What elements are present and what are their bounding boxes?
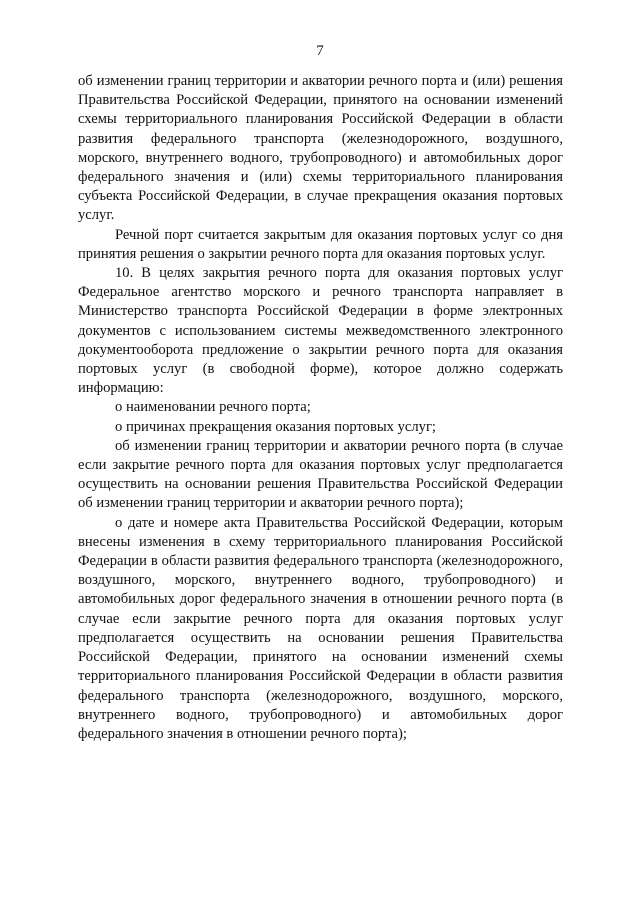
page-body <box>78 72 563 744</box>
paragraph-port-closed: Речной порт считается закрытым для оказания портовых услуг со дня принятия решения о закрытии речного порта для оказания портовых услуг. <box>78 226 563 262</box>
paragraph-boundary-change: об изменении границ территории и акватории речного порта (в случае если закрытие речного порта для оказания портовых услуг предполагается осуществить на основании решения Правительства Российской Федерации об изменении границ территории и акватории речного порта); <box>78 437 563 512</box>
paragraph-item-10: 10. В целях закрытия речного порта для оказания портовых услуг Федеральное агентство морского и речного транспорта направляет в Министерство транспорта Российской Федерации в форме электронных документов с использованием системы межведомственного электронного документооборота предложение о закрытии речного порта для оказания портовых услуг (в свободной форме), которое должно содержать информацию: <box>78 265 563 397</box>
paragraph-reasons: о причинах прекращения оказания портовых услуг; <box>115 418 436 435</box>
paragraph-act-date-number: о дате и номере акта Правительства Российской Федерации, которым внесены изменения в схему территориального планирования Российской Федерации в области развития федерального транспорта (железнодорожного, воздушного, морского, внутреннего водного, трубопроводного) и автомобильных дорог федерального значения в отношении речного порта (в случае если закрытие речного порта для оказания портовых услуг предполагается осуществить на основании решения Правительства Российской Федерации, принятого на основании изменений схемы территориального планирования Российской Федерации в области развития федерального транспорта (железнодорожного, воздушного, морского, внутреннего водного, трубопроводного) и автомобильных дорог федерального значения в отношении речного порта); <box>78 514 563 742</box>
paragraph-continuation: об изменении границ территории и акватории речного порта и (или) решения Правительства Российской Федерации, принятого на основании изменений схемы территориального планирования Российской Федерации в области развития федерального транспорта (железнодорожного, воздушного, морского, внутреннего водного, трубопроводного) и автомобильных дорог федерального значения и (или) схемы территориального планирования субъекта Российской Федерации, в случае прекращения оказания портовых услуг. <box>78 73 563 224</box>
paragraph-port-name: о наименовании речного порта; <box>115 399 311 416</box>
page-number: 7 <box>316 43 324 59</box>
